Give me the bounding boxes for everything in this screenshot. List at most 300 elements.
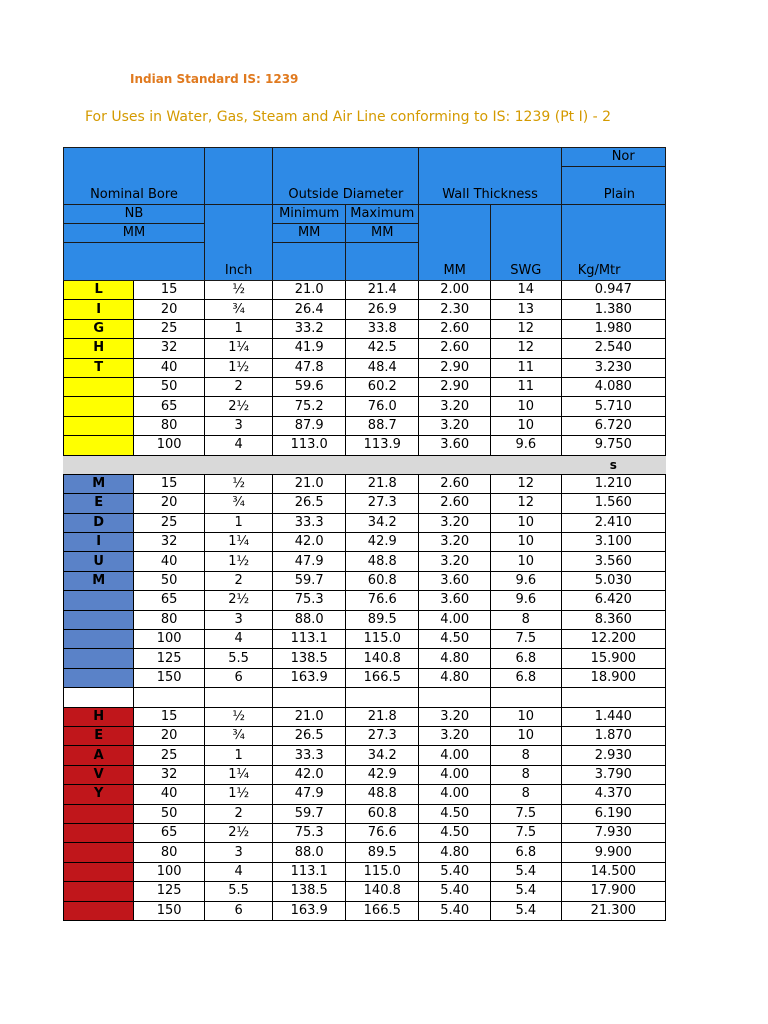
cell-weight: 3.560 [561,552,665,571]
medium-row [64,668,666,687]
cell-od-max: 26.9 [346,300,419,319]
separator-label: s [561,455,665,474]
cell-od-max: 89.5 [346,610,419,629]
cell-weight: 2.930 [561,746,665,765]
medium-class-letter [64,630,134,649]
cell-nb-mm: 65 [134,397,205,416]
separator-cell [273,688,346,707]
cell-nb-mm: 150 [134,668,205,687]
cell-nb-mm: 50 [134,377,205,396]
cell-od-min: 47.9 [273,785,346,804]
cell-weight: 1.440 [561,707,665,726]
cell-swg: 7.5 [490,630,561,649]
cell-od-min: 88.0 [273,610,346,629]
cell-wall-mm: 3.20 [419,726,490,745]
cell-od-min: 21.0 [273,281,346,300]
cell-weight: 3.100 [561,533,665,552]
heavy-class-letter: V [64,765,134,784]
cell-od-max: 34.2 [346,513,419,532]
cell-inch: ¾ [204,300,272,319]
cell-inch: 1½ [204,785,272,804]
header-wall-thickness: Wall Thickness [419,148,561,205]
cell-wall-mm: 4.50 [419,630,490,649]
heavy-row [64,707,666,726]
cell-swg: 11 [490,377,561,396]
cell-swg: 12 [490,494,561,513]
cell-weight: 5.030 [561,571,665,590]
heavy-row [64,901,666,920]
cell-inch: 5.5 [204,649,272,668]
cell-swg: 7.5 [490,823,561,842]
separator-cell [490,455,561,474]
heavy-class-letter [64,862,134,881]
cell-od-max: 140.8 [346,882,419,901]
cell-wall-mm: 2.90 [419,358,490,377]
cell-od-max: 76.6 [346,591,419,610]
light-class-letter [64,397,134,416]
cell-swg: 10 [490,513,561,532]
cell-weight: 0.947 [561,281,665,300]
cell-inch: 4 [204,630,272,649]
separator-cell [346,688,419,707]
light-row [64,300,666,319]
light-row [64,281,666,300]
light-class-letter: G [64,319,134,338]
cell-nb-mm: 65 [134,823,205,842]
cell-wall-mm: 2.60 [419,494,490,513]
cell-od-max: 60.8 [346,804,419,823]
cell-swg: 13 [490,300,561,319]
cell-wall-mm: 5.40 [419,862,490,881]
cell-nb-mm: 32 [134,339,205,358]
cell-nb-mm: 15 [134,474,205,493]
medium-class-letter [64,668,134,687]
cell-wall-mm: 5.40 [419,901,490,920]
separator-cell [490,688,561,707]
cell-weight: 4.080 [561,377,665,396]
header-max-mm: MM [346,224,419,243]
light-row [64,397,666,416]
cell-od-min: 41.9 [273,339,346,358]
cell-swg: 10 [490,726,561,745]
cell-od-max: 113.9 [346,436,419,455]
cell-swg: 12 [490,339,561,358]
separator-cell [204,455,272,474]
cell-inch: ¾ [204,726,272,745]
medium-class-letter: E [64,494,134,513]
cell-swg: 9.6 [490,436,561,455]
cell-inch: ½ [204,474,272,493]
cell-nb-mm: 25 [134,319,205,338]
header-blank [64,243,205,281]
light-class-letter: H [64,339,134,358]
page-title: Indian Standard IS: 1239 [130,72,299,86]
separator-cell [419,688,490,707]
heavy-row [64,882,666,901]
cell-swg: 9.6 [490,591,561,610]
cell-od-max: 60.2 [346,377,419,396]
light-class-letter: L [64,281,134,300]
medium-row [64,552,666,571]
cell-nb-mm: 80 [134,610,205,629]
cell-od-max: 42.5 [346,339,419,358]
cell-weight: 2.410 [561,513,665,532]
cell-od-min: 113.0 [273,436,346,455]
cell-weight: 1.560 [561,494,665,513]
cell-od-max: 140.8 [346,649,419,668]
separator-cell [134,455,205,474]
cell-od-min: 138.5 [273,882,346,901]
cell-swg: 12 [490,474,561,493]
cell-nb-mm: 40 [134,785,205,804]
heavy-class-letter [64,843,134,862]
medium-row [64,610,666,629]
light-class-letter [64,416,134,435]
medium-row [64,649,666,668]
cell-od-min: 21.0 [273,707,346,726]
light-row [64,436,666,455]
light-class-letter: I [64,300,134,319]
cell-inch: 1 [204,513,272,532]
cell-swg: 6.8 [490,843,561,862]
header-spacer [204,148,272,167]
cell-od-max: 48.8 [346,552,419,571]
cell-inch: 2½ [204,397,272,416]
header-inch: Inch [204,205,272,281]
cell-od-min: 88.0 [273,843,346,862]
cell-weight: 14.500 [561,862,665,881]
header-nominal-bore: Nominal Bore [64,148,205,205]
cell-od-min: 163.9 [273,901,346,920]
cell-od-max: 27.3 [346,494,419,513]
cell-od-min: 163.9 [273,668,346,687]
cell-inch: 2½ [204,591,272,610]
cell-nb-mm: 40 [134,552,205,571]
medium-class-letter [64,610,134,629]
header-wall-mm: MM [419,205,490,281]
light-class-letter [64,436,134,455]
heavy-class-letter [64,823,134,842]
cell-inch: 6 [204,668,272,687]
header-nb-mm: MM [64,224,205,243]
cell-inch: 1¼ [204,765,272,784]
cell-od-min: 59.7 [273,571,346,590]
cell-inch: 1¼ [204,339,272,358]
separator-cell [273,455,346,474]
header-blank [273,243,346,281]
light-row [64,358,666,377]
cell-od-max: 34.2 [346,746,419,765]
cell-od-max: 76.6 [346,823,419,842]
cell-weight: 7.930 [561,823,665,842]
cell-weight: 6.190 [561,804,665,823]
cell-swg: 12 [490,319,561,338]
cell-od-min: 59.6 [273,377,346,396]
cell-wall-mm: 2.30 [419,300,490,319]
cell-od-min: 33.3 [273,513,346,532]
cell-wall-mm: 2.00 [419,281,490,300]
cell-nb-mm: 100 [134,862,205,881]
cell-wall-mm: 4.00 [419,610,490,629]
cell-od-min: 33.3 [273,746,346,765]
medium-class-letter: D [64,513,134,532]
heavy-class-letter: E [64,726,134,745]
cell-wall-mm: 2.60 [419,339,490,358]
cell-od-min: 75.3 [273,591,346,610]
light-class-letter: T [64,358,134,377]
header-plain: Plain [561,167,665,205]
medium-class-letter [64,591,134,610]
cell-inch: 1½ [204,358,272,377]
separator-cell [64,455,134,474]
cell-inch: 6 [204,901,272,920]
cell-wall-mm: 4.50 [419,804,490,823]
cell-weight: 12.200 [561,630,665,649]
cell-od-min: 42.0 [273,765,346,784]
cell-wall-mm: 5.40 [419,882,490,901]
page-subtitle: For Uses in Water, Gas, Steam and Air Line conforming to IS: 1239 (Pt I) - 2 [85,109,612,125]
header-maximum: Maximum [346,205,419,224]
header-minimum: Minimum [273,205,346,224]
heavy-class-letter: Y [64,785,134,804]
cell-swg: 10 [490,707,561,726]
cell-weight: 3.230 [561,358,665,377]
cell-swg: 5.4 [490,862,561,881]
cell-weight: 1.980 [561,319,665,338]
cell-swg: 8 [490,785,561,804]
cell-swg: 14 [490,281,561,300]
cell-weight: 21.300 [561,901,665,920]
cell-inch: 3 [204,416,272,435]
cell-od-min: 42.0 [273,533,346,552]
separator-cell [64,688,134,707]
cell-od-min: 26.5 [273,726,346,745]
cell-wall-mm: 4.00 [419,765,490,784]
medium-class-letter: M [64,571,134,590]
cell-od-max: 42.9 [346,765,419,784]
cell-weight: 18.900 [561,668,665,687]
cell-od-max: 88.7 [346,416,419,435]
cell-weight: 17.900 [561,882,665,901]
heavy-row [64,765,666,784]
cell-inch: 1¼ [204,533,272,552]
cell-inch: 4 [204,862,272,881]
header-spacer [204,167,272,205]
cell-wall-mm: 4.80 [419,843,490,862]
cell-weight: 6.720 [561,416,665,435]
cell-wall-mm: 2.60 [419,319,490,338]
cell-inch: 1½ [204,552,272,571]
cell-inch: 5.5 [204,882,272,901]
cell-od-max: 42.9 [346,533,419,552]
medium-row [64,513,666,532]
cell-inch: ¾ [204,494,272,513]
heavy-class-letter: A [64,746,134,765]
separator-row [64,455,666,474]
cell-nb-mm: 20 [134,300,205,319]
cell-od-max: 166.5 [346,901,419,920]
heavy-row [64,746,666,765]
cell-wall-mm: 2.90 [419,377,490,396]
cell-od-max: 21.8 [346,474,419,493]
header-kgmtr: Kg/Mtr [561,205,665,281]
heavy-row [64,843,666,862]
cell-weight: 6.420 [561,591,665,610]
cell-od-max: 115.0 [346,630,419,649]
cell-weight: 3.790 [561,765,665,784]
medium-row [64,591,666,610]
medium-class-letter [64,649,134,668]
light-row [64,416,666,435]
cell-nb-mm: 150 [134,901,205,920]
cell-nb-mm: 32 [134,533,205,552]
cell-od-max: 21.4 [346,281,419,300]
cell-wall-mm: 3.20 [419,416,490,435]
cell-nb-mm: 125 [134,649,205,668]
cell-nb-mm: 15 [134,707,205,726]
medium-row [64,533,666,552]
cell-weight: 1.380 [561,300,665,319]
cell-weight: 1.870 [561,726,665,745]
heavy-row [64,785,666,804]
cell-nb-mm: 100 [134,630,205,649]
cell-od-min: 87.9 [273,416,346,435]
medium-class-letter: U [64,552,134,571]
cell-wall-mm: 3.20 [419,707,490,726]
cell-od-min: 26.5 [273,494,346,513]
cell-wall-mm: 2.60 [419,474,490,493]
cell-weight: 9.900 [561,843,665,862]
cell-inch: 1 [204,746,272,765]
cell-wall-mm: 4.80 [419,649,490,668]
cell-inch: 2 [204,571,272,590]
separator-cell [346,455,419,474]
cell-od-min: 113.1 [273,862,346,881]
cell-od-max: 115.0 [346,862,419,881]
cell-swg: 11 [490,358,561,377]
medium-row [64,630,666,649]
cell-od-max: 48.4 [346,358,419,377]
cell-od-min: 59.7 [273,804,346,823]
cell-wall-mm: 3.60 [419,571,490,590]
cell-swg: 8 [490,765,561,784]
cell-od-max: 48.8 [346,785,419,804]
separator-cell [561,688,665,707]
cell-nb-mm: 125 [134,882,205,901]
cell-weight: 4.370 [561,785,665,804]
cell-wall-mm: 4.00 [419,785,490,804]
cell-od-min: 113.1 [273,630,346,649]
cell-swg: 9.6 [490,571,561,590]
light-row [64,377,666,396]
cell-wall-mm: 3.60 [419,591,490,610]
cell-od-min: 33.2 [273,319,346,338]
cell-inch: 2 [204,377,272,396]
cell-swg: 6.8 [490,649,561,668]
light-class-letter [64,377,134,396]
medium-class-letter: M [64,474,134,493]
heavy-row [64,862,666,881]
cell-inch: 2 [204,804,272,823]
cell-wall-mm: 3.20 [419,513,490,532]
medium-row [64,474,666,493]
cell-weight: 2.540 [561,339,665,358]
cell-od-min: 75.2 [273,397,346,416]
cell-inch: 2½ [204,823,272,842]
cell-inch: 1 [204,319,272,338]
blank-row [64,688,666,707]
cell-od-max: 27.3 [346,726,419,745]
cell-weight: 1.210 [561,474,665,493]
cell-nb-mm: 50 [134,571,205,590]
cell-wall-mm: 3.20 [419,533,490,552]
heavy-row [64,823,666,842]
header-outside-diameter: Outside Diameter [273,148,419,205]
cell-swg: 5.4 [490,882,561,901]
cell-nb-mm: 15 [134,281,205,300]
cell-swg: 10 [490,533,561,552]
cell-nb-mm: 80 [134,843,205,862]
cell-wall-mm: 3.20 [419,397,490,416]
light-row [64,339,666,358]
cell-nb-mm: 100 [134,436,205,455]
cell-nb-mm: 65 [134,591,205,610]
heavy-row [64,726,666,745]
separator-cell [204,688,272,707]
cell-weight: 9.750 [561,436,665,455]
cell-swg: 6.8 [490,668,561,687]
heavy-class-letter [64,901,134,920]
cell-od-min: 26.4 [273,300,346,319]
cell-wall-mm: 4.50 [419,823,490,842]
cell-swg: 5.4 [490,901,561,920]
cell-nb-mm: 25 [134,746,205,765]
cell-nb-mm: 32 [134,765,205,784]
cell-inch: 3 [204,843,272,862]
cell-od-min: 47.8 [273,358,346,377]
pipe-spec-table [63,147,666,921]
heavy-class-letter [64,882,134,901]
heavy-class-letter: H [64,707,134,726]
cell-inch: ½ [204,707,272,726]
header-swg: SWG [490,205,561,281]
cell-swg: 7.5 [490,804,561,823]
cell-wall-mm: 3.20 [419,552,490,571]
medium-row [64,494,666,513]
cell-swg: 8 [490,746,561,765]
header-min-mm: MM [273,224,346,243]
cell-inch: 3 [204,610,272,629]
cell-od-max: 166.5 [346,668,419,687]
heavy-class-letter [64,804,134,823]
cell-od-min: 138.5 [273,649,346,668]
cell-wall-mm: 4.00 [419,746,490,765]
cell-od-max: 60.8 [346,571,419,590]
cell-weight: 15.900 [561,649,665,668]
cell-wall-mm: 3.60 [419,436,490,455]
cell-swg: 10 [490,552,561,571]
cell-nb-mm: 20 [134,494,205,513]
cell-od-min: 47.9 [273,552,346,571]
cell-inch: 4 [204,436,272,455]
separator-cell [419,455,490,474]
cell-nb-mm: 40 [134,358,205,377]
header-blank [346,243,419,281]
light-row [64,319,666,338]
cell-weight: 5.710 [561,397,665,416]
cell-nb-mm: 80 [134,416,205,435]
cell-nb-mm: 20 [134,726,205,745]
